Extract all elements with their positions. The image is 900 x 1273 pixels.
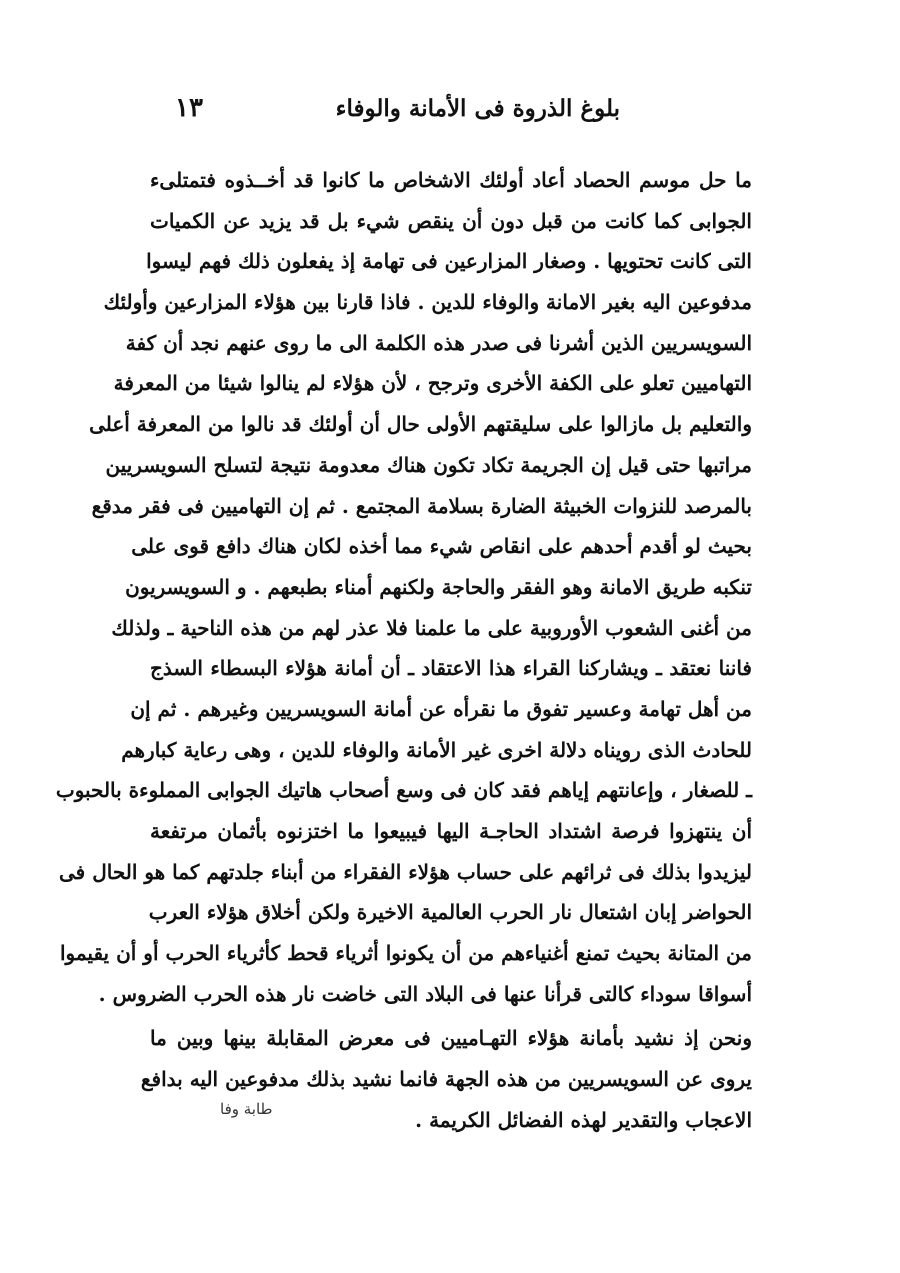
page-header (175, 95, 735, 135)
paragraph-2 (140, 1018, 753, 1140)
text-line: تنكبه طريق الامانة وهو الفقر والحاجة ولكنهم أمناء بطبعهم . و السويسريون (125, 574, 752, 599)
footer-signature: طابة وفا (220, 1099, 273, 1118)
text-line: ونحن إذ نشيد بأمانة هؤلاء التهـاميين فى معرض المقابلة بينها وبين ما (150, 1026, 753, 1051)
text-line: ـ للصغار ، وإعانتهم إياهم فقد كان فى وسع أصحاب هاتيك الجوابى المملوءة بالحبوب (55, 778, 752, 803)
text-line: من أهل تهامة وعسير تفوق ما نقرأه عن أمانة السويسريين وغيرهم . ثم إن (130, 696, 752, 721)
text-line: ليزيدوا بذلك فى ثرائهم على حساب هؤلاء الفقراء من أبناء جلدتهم كما هو الحال فى (59, 859, 752, 884)
text-line: من أغنى الشعوب الأوروبية على ما علمنا فلا عذر لهم من هذه الناحية ـ ولذلك (111, 615, 752, 640)
text-line: الجوابى كما كانت من قبل دون أن ينقص شيء بل قد يزيد عن الكميات (150, 208, 752, 233)
text-line: للحادث الذى رويناه دلالة اخرى غير الأمانة والوفاء للدين ، وهى رعاية كبارهم (121, 737, 752, 762)
text-line: التى كانت تحتويها . وصغار المزارعين فى تهامة إذ يفعلون ذلك فهم ليسوا (146, 249, 752, 274)
text-line: يروى عن السويسريين من هذه الجهة فانما نشيد بذلك مدفوعين اليه بدافع (140, 1067, 752, 1092)
closing-line-wrapper (150, 1100, 752, 1141)
text-line: السويسريين الذين أشرنا فى صدر هذه الكلمة الى ما روى عنهم نجد أن كفة (125, 330, 752, 355)
text-line: بحيث لو أقدم أحدهم على انقاص شيء مما أخذه لكان هناك دافع قوى على (131, 534, 752, 559)
text-line: من المتانة بحيث تمنع أغنياءهم من أن يكونوا أثرياء قحط كأثرياء الحرب أو أن يقيموا (59, 941, 752, 966)
text-line: مدفوعين اليه بغير الامانة والوفاء للدين . فاذا قارنا بين هؤلاء المزارعين وأولئك (103, 290, 752, 315)
page-number: ١٣ (175, 93, 203, 123)
text-line: الحواضر إبان اشتعال نار الحرب العالمية الاخيرة ولكن أخلاق هؤلاء العرب (148, 900, 752, 925)
text-line: الاعجاب والتقدير لهذه الفضائل الكريمة . (415, 1107, 752, 1132)
text-line: بالمرصد للنزوات الخبيثة الضارة بسلامة المجتمع . ثم إن التهاميين فى فقر مدقع (91, 493, 752, 518)
paragraph-1 (55, 160, 753, 1014)
text-line: فاننا نعتقد ـ ويشاركنا القراء هذا الاعتقاد ـ أن أمانة هؤلاء البسطاء السذج (150, 656, 752, 681)
body-text (55, 160, 753, 1141)
text-line: ما حل موسم الحصاد أعاد أولئك الاشخاص ما كانوا قد أخــذوه فتمتلىء (150, 168, 752, 192)
text-line: أن ينتهزوا فرصة اشتداد الحاجـة اليها فيبيعوا ما اختزنوه بأثمان مرتفعة (150, 819, 753, 843)
text-line: مراتبها حتى قيل إن الجريمة تكاد تكون هناك معدومة نتيجة لتسلح السويسريين (105, 452, 752, 477)
text-line: والتعليم بل مازالوا على سليقتهم الأولى حال أن أولئك قد نالوا من المعرفة أعلى (89, 412, 752, 437)
running-title: بلوغ الذروة فى الأمانة والوفاء (335, 95, 620, 122)
text-line: التهاميين تعلو على الكفة الأخرى وترجح ، لأن هؤلاء لم ينالوا شيئا من المعرفة (113, 371, 752, 396)
text-line: أسواقا سوداء كالتى قرأنا عنها فى البلاد التى خاضت نار هذه الحرب الضروس . (98, 981, 752, 1006)
